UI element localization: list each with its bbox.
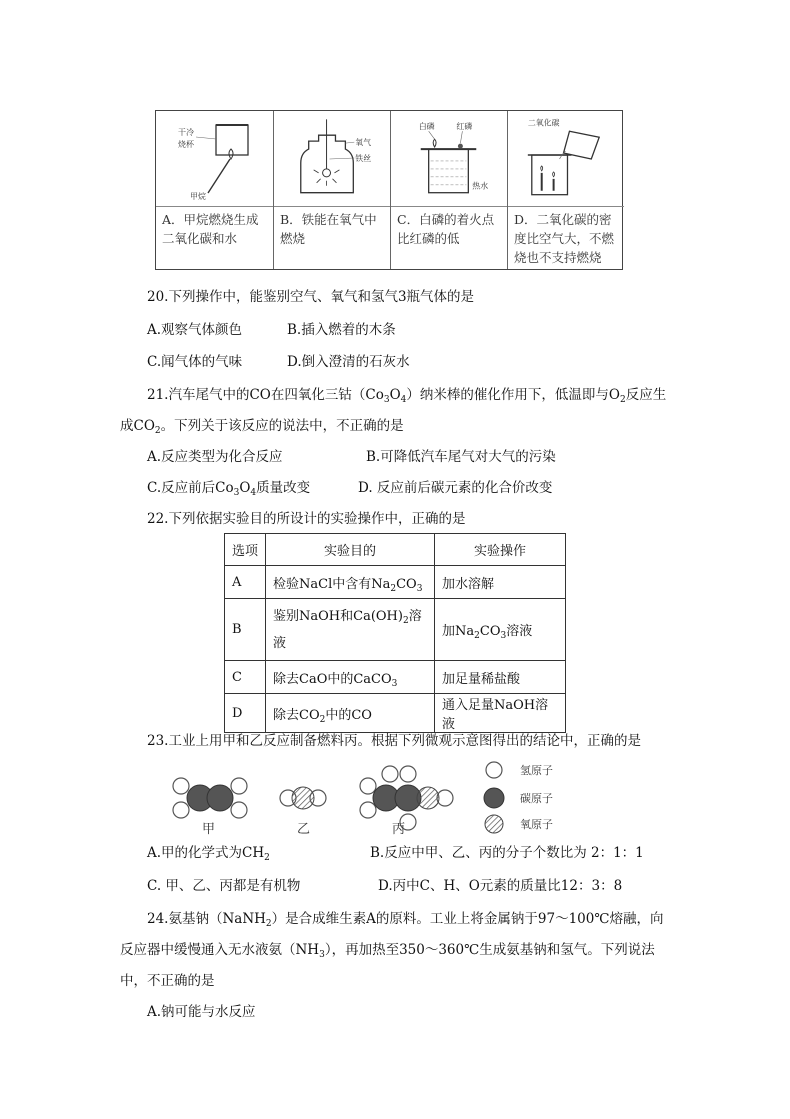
table-cell: 检验NaCl中含有$Na_2CO_3$ [266, 566, 435, 599]
table-cell: 加足量稀盐酸 [435, 661, 566, 694]
table-cell: D [225, 694, 266, 733]
svg-text:白磷: 白磷 [418, 122, 435, 132]
q22-stem: 22.下列依据实验目的所设计的实验操作中，正确的是 [147, 511, 466, 527]
q24-option-a: A.钠可能与水反应 [147, 1004, 256, 1020]
svg-text:二氧化碳: 二氧化碳 [527, 118, 560, 128]
q23-option-d: D.丙中C、H、O元素的质量比12：3：8 [378, 878, 623, 894]
methane-beaker-illustration [156, 111, 273, 207]
svg-text:热水: 热水 [472, 181, 489, 191]
co2-candles-illustration [508, 111, 624, 207]
table-cell: B [225, 599, 266, 661]
q19-option-c-caption: C．白磷的着火点比红磷的低 [397, 212, 495, 246]
q23-option-a: A.甲的化学式为$CH_2$ [147, 845, 270, 863]
q19-option-d-caption: D．二氧化碳的密度比空气大，不燃烧也不支持燃烧 [514, 212, 615, 265]
q21-option-a: A.反应类型为化合反应 [147, 449, 283, 465]
svg-text:氢原子: 氢原子 [520, 764, 553, 777]
table-cell: 加水溶解 [435, 566, 566, 599]
table-row [225, 661, 566, 694]
q19-option-a-caption: A．甲烷燃烧生成二氧化碳和水 [162, 212, 259, 246]
table-header: 实验目的 [266, 534, 435, 566]
q20-option-a: A.观察气体颜色 [147, 322, 243, 338]
svg-text:氧原子: 氧原子 [520, 818, 553, 831]
q19-option-b-caption: B．铁能在氧气中燃烧 [280, 212, 377, 246]
q20-option-d: D.倒入澄清的石灰水 [287, 354, 410, 370]
q24-stem-line2: 反应器中缓慢通入无水液氨$(NH_3)$，再加热至350～360℃生成氨基钠和氢气。下列说法 [120, 942, 655, 960]
q24-stem-line1: 24.氨基钠（NaNH$_2$）是合成维生素A的原料。工业上将金属钠于97～100℃熔融，向 [147, 911, 664, 929]
table-cell: 通入足量NaOH溶液 [435, 694, 566, 733]
table-row [225, 566, 566, 599]
q20-option-c: C.闻气体的气味 [147, 354, 243, 370]
molecule-jia [173, 778, 247, 835]
q19-option-b [273, 111, 390, 269]
q19-option-a [156, 111, 273, 269]
svg-text:干冷: 干冷 [178, 128, 194, 137]
carbon-atom-icon [484, 788, 504, 808]
svg-text:甲: 甲 [202, 822, 216, 835]
q24-stem-line3: 中，不正确的是 [120, 973, 215, 989]
table-cell: 鉴别NaOH和$Ca(OH)_2$溶 液 [266, 599, 435, 661]
q21-stem-line2: 成$CO_2$。下列关于该反应的说法中，不正确的是 [120, 418, 404, 436]
q19-option-c [390, 111, 507, 269]
svg-text:氧气: 氧气 [355, 138, 372, 148]
q19-figure-strip [155, 110, 623, 270]
oxygen-atom-icon [485, 815, 503, 833]
q21-option-c: C.反应前后$Co_3O_4$质量改变 [147, 480, 311, 498]
table-cell: C [225, 661, 266, 694]
q21-option-d: D. 反应前后碳元素的化合价改变 [358, 480, 553, 496]
table-cell: 除去$CO_2$中的CO [266, 694, 435, 733]
svg-text:甲烷: 甲烷 [190, 192, 206, 201]
svg-text:丙: 丙 [392, 822, 406, 835]
svg-text:铁丝: 铁丝 [355, 153, 372, 163]
molecule-bing [360, 766, 453, 835]
iron-oxygen-bottle-illustration [274, 111, 390, 207]
atom-legend [484, 762, 553, 833]
q20-stem: 20.下列操作中，能鉴别空气、氧气和氢气3瓶气体的是 [147, 289, 475, 305]
q23-option-c: C. 甲、乙、丙都是有机物 [147, 878, 301, 894]
svg-text:烧杯: 烧杯 [178, 140, 194, 149]
q21-stem-line1: 21.汽车尾气中的CO在四氧化三钴$(Co_3O_4)$纳米棒的催化作用下，低温即与$O_2$反应生 [147, 387, 667, 405]
q20-option-b: B.插入燃着的木条 [287, 322, 396, 338]
phosphorus-hotwater-illustration [391, 111, 507, 207]
q19-option-d [507, 111, 624, 269]
q23-molecule-diagram [158, 760, 608, 835]
table-cell: A [225, 566, 266, 599]
svg-text:碳原子: 碳原子 [520, 792, 553, 805]
q23-stem: 23.工业上用甲和乙反应制备燃料丙。根据下列微观示意图得出的结论中，正确的是 [147, 733, 641, 749]
hydrogen-atom-icon [486, 762, 502, 778]
table-row [225, 599, 566, 661]
q21-option-b: B.可降低汽车尾气对大气的污染 [366, 449, 556, 465]
molecule-yi [280, 787, 326, 835]
table-cell: 加$Na_2CO_3$溶液 [435, 599, 566, 661]
svg-text:红磷: 红磷 [456, 122, 473, 132]
q23-option-b: B.反应中甲、乙、丙的分子个数比为 2：1：1 [370, 845, 644, 861]
table-header: 选项 [225, 534, 266, 566]
table-header: 实验操作 [435, 534, 566, 566]
table-cell: 除去CaO中的CaCO$_3$ [266, 661, 435, 694]
q22-table [224, 533, 566, 733]
table-header-row [225, 534, 566, 566]
svg-text:乙: 乙 [297, 822, 311, 835]
table-row [225, 694, 566, 733]
